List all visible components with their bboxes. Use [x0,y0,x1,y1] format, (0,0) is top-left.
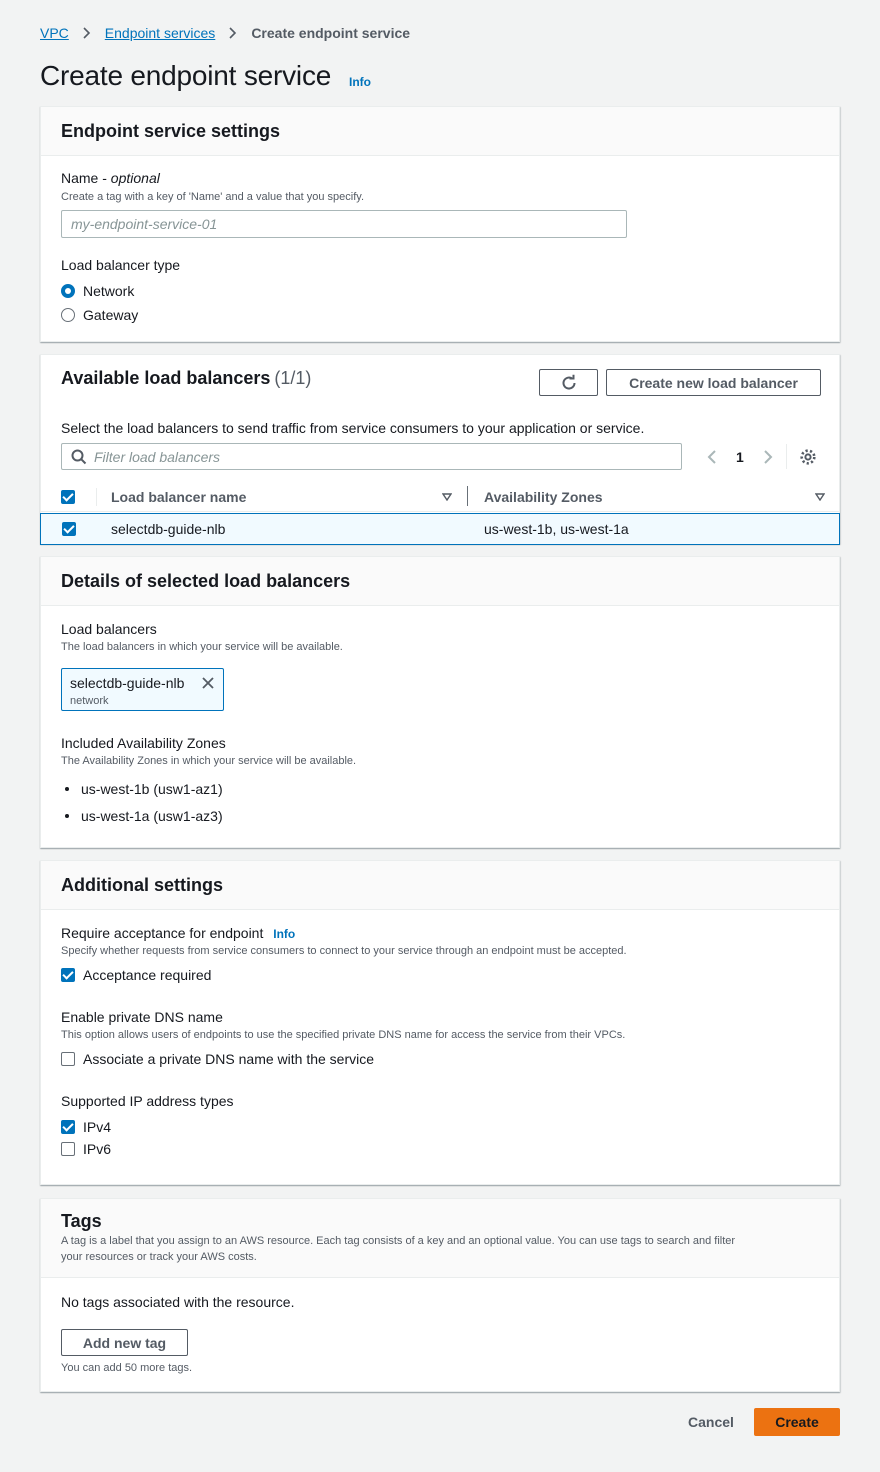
endpoint-service-settings-panel [40,106,840,342]
page-number[interactable]: 1 [736,449,744,465]
no-tags-text: No tags associated with the resource. [61,1294,295,1310]
radio-network[interactable] [61,283,134,299]
sort-caret-down-icon[interactable] [815,493,825,501]
ipv6-label: IPv6 [83,1141,112,1157]
az-label: Included Availability Zones [61,735,226,751]
refresh-button[interactable] [539,369,598,396]
panel-title: Details of selected load balancers [61,570,351,591]
name-label [61,170,160,186]
lb-label: Load balancers [61,621,157,637]
filter-placeholder: Filter load balancers [94,448,221,465]
tags-panel [40,1198,840,1392]
create-load-balancer-button[interactable]: Create new load balancer [606,369,821,396]
bullet [65,814,69,818]
checkbox[interactable] [61,1120,75,1134]
dns-description: This option allows users of endpoints to use the specified private DNS name for access the service from their VPCs. [61,1029,626,1041]
available-load-balancers-panel [40,354,840,544]
name-description: Create a tag with a key of 'Name' and a value that you specify. [61,191,364,203]
lb-description: The load balancers in which your service will be available. [61,641,343,653]
row-zones: us-west-1b, us-west-1a [484,521,629,537]
ip-types-label: Supported IP address types [61,1093,234,1109]
available-title [61,368,311,389]
tags-limit-text: You can add 50 more tags. [61,1362,193,1374]
panel-title: Endpoint service settings [61,120,281,141]
create-button[interactable]: Create [754,1408,840,1436]
radio-gateway-label: Gateway [83,307,139,323]
radio-network-label: Network [83,283,135,299]
token-type: network [70,695,109,707]
accept-description: Specify whether requests from service consumers to connect to your service through an endpoint must be accepted. [61,945,627,957]
column-divider [96,488,97,506]
chevron-right-icon [83,27,91,39]
row-lb-name: selectdb-guide-nlb [111,521,226,537]
panel-header [41,107,839,156]
search-icon [71,449,87,465]
column-resizer[interactable] [467,486,468,506]
radio-button[interactable] [61,308,75,322]
radio-button[interactable] [61,284,75,298]
ipv4-label: IPv4 [83,1119,112,1135]
az-description: The Availability Zones in which your service will be available. [61,755,357,767]
checkbox[interactable] [61,968,75,982]
accept-label [61,925,295,941]
name-optional-text: optional [110,170,160,186]
panel-title: Additional settings [61,874,223,895]
list-item [65,781,223,797]
tags-description-line2: your resources or track your AWS costs. [61,1251,257,1263]
breadcrumb-endpoint-services-link[interactable]: Endpoint services [104,25,216,41]
tags-description-line1: A tag is a label that you assign to an AWS resource. Each tag consists of a key and an optional value. You can use tags to search and filter [61,1235,736,1247]
accept-label-text: Require acceptance for endpoint [61,925,264,941]
acceptance-checkbox[interactable] [61,967,211,983]
chevron-left-icon[interactable] [707,449,717,465]
details-panel [40,556,840,848]
sort-caret-down-icon[interactable] [442,493,452,501]
column-header-zones[interactable]: Availability Zones [484,489,603,505]
dns-option-label: Associate a private DNS name with the service [83,1051,375,1067]
breadcrumb [40,24,410,42]
lb-count: (1/1) [274,368,312,388]
ipv4-checkbox[interactable] [61,1119,111,1135]
cancel-button[interactable]: Cancel [688,1414,734,1430]
ipv6-checkbox[interactable] [61,1141,111,1157]
filter-input[interactable] [61,443,682,470]
name-label-text: Name - [61,170,111,186]
chevron-right-icon[interactable] [763,449,773,465]
bullet [65,787,69,791]
radio-gateway[interactable] [61,307,138,323]
zone-text: us-west-1b (usw1-az1) [81,781,223,797]
page-info-link[interactable]: Info [349,75,371,89]
panel-title: Available load balancers [61,368,271,388]
token-name: selectdb-guide-nlb [70,675,185,691]
refresh-icon [560,374,578,392]
checkbox[interactable] [61,1052,75,1066]
acceptance-label: Acceptance required [83,967,212,983]
breadcrumb-vpc-link[interactable]: VPC [40,25,69,41]
panel-title: Tags [61,1211,102,1231]
column-header-name[interactable]: Load balancer name [111,489,247,505]
name-input[interactable]: my-endpoint-service-01 [61,210,627,238]
add-new-tag-button[interactable]: Add new tag [61,1329,188,1356]
row-checkbox[interactable] [62,522,76,536]
dns-label: Enable private DNS name [61,1009,223,1025]
table-row[interactable] [40,513,840,545]
pagination-divider [786,444,787,469]
available-description: Select the load balancers to send traffic from service consumers to your application or service. [61,420,645,436]
chevron-right-icon [229,27,237,39]
panel-header [41,1199,839,1278]
list-item [65,808,223,824]
lb-type-label: Load balancer type [61,257,181,273]
checkbox[interactable] [61,1142,75,1156]
select-all-checkbox[interactable] [61,490,75,504]
breadcrumb-current: Create endpoint service [251,25,411,41]
settings-gear-icon[interactable] [799,448,817,466]
dns-checkbox[interactable] [61,1051,374,1067]
table-header [41,482,839,512]
lb-token [61,668,224,711]
zone-text: us-west-1a (usw1-az3) [81,808,223,824]
accept-info-link[interactable]: Info [273,927,296,941]
page-title: Create endpoint service [40,60,332,91]
panel-header [41,557,839,606]
panel-header [41,861,839,910]
close-icon[interactable] [201,676,215,690]
additional-settings-panel [40,860,840,1185]
